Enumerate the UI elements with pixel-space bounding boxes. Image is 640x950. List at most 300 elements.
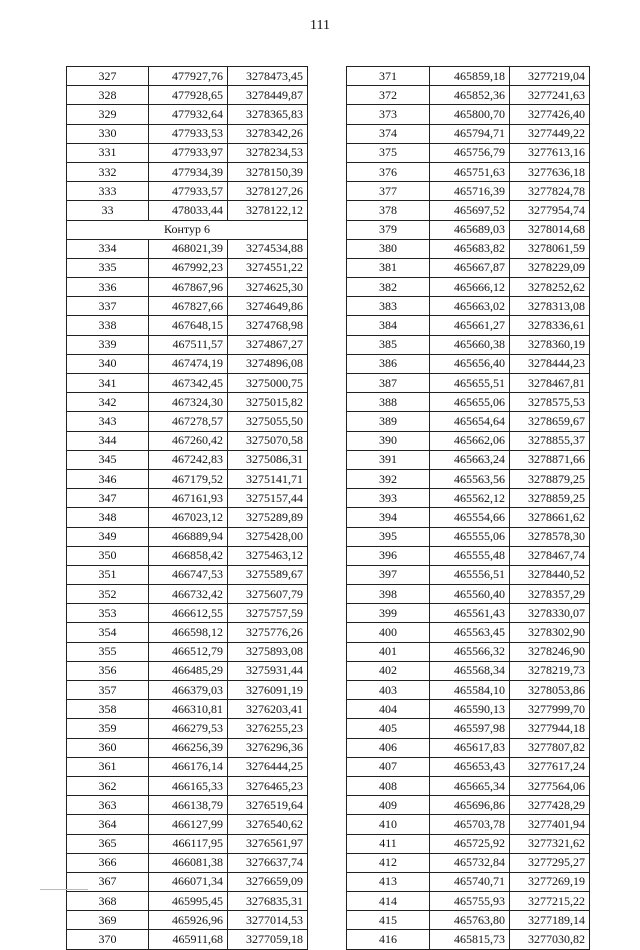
y-coordinate-cell: 3278219,73 <box>510 661 590 680</box>
y-coordinate-cell: 3278127,26 <box>228 182 308 201</box>
x-coordinate-cell: 465563,56 <box>430 469 510 488</box>
point-number-cell: 335 <box>67 258 149 277</box>
coordinate-row <box>67 911 308 930</box>
y-coordinate-cell: 3277613,16 <box>510 143 590 162</box>
point-number-cell: 369 <box>67 911 149 930</box>
y-coordinate-cell: 3278440,52 <box>510 565 590 584</box>
x-coordinate-cell: 466310,81 <box>149 700 228 719</box>
point-number-cell: 361 <box>67 757 149 776</box>
coordinate-row <box>347 469 590 488</box>
point-number-cell: 336 <box>67 278 149 297</box>
x-coordinate-cell: 465725,92 <box>430 834 510 853</box>
y-coordinate-cell: 3274534,88 <box>228 239 308 258</box>
coordinate-row <box>67 565 308 584</box>
x-coordinate-cell: 465995,45 <box>149 892 228 911</box>
y-coordinate-cell: 3275931,44 <box>228 661 308 680</box>
x-coordinate-cell: 466858,42 <box>149 546 228 565</box>
y-coordinate-cell: 3274649,86 <box>228 297 308 316</box>
x-coordinate-cell: 467648,15 <box>149 316 228 335</box>
y-coordinate-cell: 3278859,25 <box>510 489 590 508</box>
point-number-cell: 383 <box>347 297 430 316</box>
x-coordinate-cell: 466127,99 <box>149 815 228 834</box>
x-coordinate-cell: 465683,82 <box>430 239 510 258</box>
x-coordinate-cell: 465656,40 <box>430 354 510 373</box>
x-coordinate-cell: 467474,19 <box>149 354 228 373</box>
x-coordinate-cell: 465667,87 <box>430 258 510 277</box>
point-number-cell: 400 <box>347 623 430 642</box>
point-number-cell: 407 <box>347 757 430 776</box>
coordinate-row <box>347 681 590 700</box>
x-coordinate-cell: 465794,71 <box>430 124 510 143</box>
y-coordinate-cell: 3275157,44 <box>228 489 308 508</box>
coordinate-row <box>347 67 590 86</box>
y-coordinate-cell: 3278313,08 <box>510 297 590 316</box>
y-coordinate-cell: 3277449,22 <box>510 124 590 143</box>
y-coordinate-cell: 3277617,24 <box>510 757 590 776</box>
coordinate-row <box>347 623 590 642</box>
point-number-cell: 333 <box>67 182 149 201</box>
x-coordinate-cell: 467992,23 <box>149 258 228 277</box>
coordinate-row <box>347 661 590 680</box>
coordinate-row <box>67 853 308 872</box>
x-coordinate-cell: 465562,12 <box>430 489 510 508</box>
x-coordinate-cell: 465655,06 <box>430 393 510 412</box>
x-coordinate-cell: 465590,13 <box>430 700 510 719</box>
point-number-cell: 399 <box>347 604 430 623</box>
x-coordinate-cell: 465756,79 <box>430 143 510 162</box>
y-coordinate-cell: 3277954,74 <box>510 201 590 220</box>
coordinate-row <box>347 853 590 872</box>
coordinate-row <box>67 124 308 143</box>
coordinate-row <box>347 201 590 220</box>
y-coordinate-cell: 3275428,00 <box>228 527 308 546</box>
point-number-cell: 33 <box>67 201 149 220</box>
x-coordinate-cell: 477932,64 <box>149 105 228 124</box>
y-coordinate-cell: 3278578,30 <box>510 527 590 546</box>
point-number-cell: 354 <box>67 623 149 642</box>
y-coordinate-cell: 3278336,61 <box>510 316 590 335</box>
y-coordinate-cell: 3275000,75 <box>228 374 308 393</box>
point-number-cell: 346 <box>67 469 149 488</box>
coordinate-row <box>347 412 590 431</box>
x-coordinate-cell: 465661,27 <box>430 316 510 335</box>
coordinate-row <box>67 623 308 642</box>
x-coordinate-cell: 465653,43 <box>430 757 510 776</box>
coordinate-row <box>347 565 590 584</box>
coordinate-row <box>347 431 590 450</box>
x-coordinate-cell: 467324,30 <box>149 393 228 412</box>
x-coordinate-cell: 477927,76 <box>149 67 228 86</box>
point-number-cell: 396 <box>347 546 430 565</box>
coordinate-row <box>347 930 590 949</box>
coordinate-row <box>347 278 590 297</box>
x-coordinate-cell: 467278,57 <box>149 412 228 431</box>
coordinate-row <box>67 201 308 220</box>
x-coordinate-cell: 465654,64 <box>430 412 510 431</box>
coordinate-row <box>67 681 308 700</box>
coordinate-row <box>67 239 308 258</box>
point-number-cell: 362 <box>67 776 149 795</box>
coordinate-row <box>67 354 308 373</box>
x-coordinate-cell: 465815,73 <box>430 930 510 949</box>
point-number-cell: 404 <box>347 700 430 719</box>
coordinate-row <box>67 719 308 738</box>
point-number-cell: 391 <box>347 450 430 469</box>
point-number-cell: 344 <box>67 431 149 450</box>
x-coordinate-cell: 465740,71 <box>430 872 510 891</box>
point-number-cell: 365 <box>67 834 149 853</box>
point-number-cell: 352 <box>67 585 149 604</box>
coordinate-row <box>347 757 590 776</box>
y-coordinate-cell: 3276561,97 <box>228 834 308 853</box>
x-coordinate-cell: 465666,12 <box>430 278 510 297</box>
coordinate-row <box>347 124 590 143</box>
y-coordinate-cell: 3278229,09 <box>510 258 590 277</box>
coordinate-row <box>67 546 308 565</box>
point-number-cell: 347 <box>67 489 149 508</box>
x-coordinate-cell: 465563,45 <box>430 623 510 642</box>
point-number-cell: 367 <box>67 872 149 891</box>
point-number-cell: 372 <box>347 86 430 105</box>
coordinate-row <box>347 86 590 105</box>
y-coordinate-cell: 3278467,81 <box>510 374 590 393</box>
x-coordinate-cell: 465568,34 <box>430 661 510 680</box>
x-coordinate-cell: 466138,79 <box>149 796 228 815</box>
x-coordinate-cell: 465751,63 <box>430 162 510 181</box>
coordinate-row <box>67 335 308 354</box>
y-coordinate-cell: 3277241,63 <box>510 86 590 105</box>
point-number-cell: 351 <box>67 565 149 584</box>
y-coordinate-cell: 3278061,59 <box>510 239 590 258</box>
point-number-cell: 405 <box>347 719 430 738</box>
point-number-cell: 388 <box>347 393 430 412</box>
y-coordinate-cell: 3278014,68 <box>510 220 590 239</box>
y-coordinate-cell: 3276296,36 <box>228 738 308 757</box>
coordinate-row <box>347 354 590 373</box>
x-coordinate-cell: 465716,39 <box>430 182 510 201</box>
coordinate-row <box>347 316 590 335</box>
y-coordinate-cell: 3276519,64 <box>228 796 308 815</box>
y-coordinate-cell: 3275289,89 <box>228 508 308 527</box>
point-number-cell: 359 <box>67 719 149 738</box>
coordinate-row <box>67 642 308 661</box>
point-number-cell: 378 <box>347 201 430 220</box>
coordinate-row <box>67 393 308 412</box>
coordinate-row <box>67 930 308 949</box>
point-number-cell: 393 <box>347 489 430 508</box>
y-coordinate-cell: 3277999,70 <box>510 700 590 719</box>
point-number-cell: 397 <box>347 565 430 584</box>
point-number-cell: 331 <box>67 143 149 162</box>
coordinate-row <box>347 815 590 834</box>
coordinate-row <box>347 700 590 719</box>
y-coordinate-cell: 3278330,07 <box>510 604 590 623</box>
coordinate-row <box>67 258 308 277</box>
y-coordinate-cell: 3278246,90 <box>510 642 590 661</box>
x-coordinate-cell: 465560,40 <box>430 585 510 604</box>
coordinate-row <box>347 143 590 162</box>
point-number-cell: 341 <box>67 374 149 393</box>
y-coordinate-cell: 3277426,40 <box>510 105 590 124</box>
y-coordinate-cell: 3278365,83 <box>228 105 308 124</box>
x-coordinate-cell: 466256,39 <box>149 738 228 757</box>
coordinate-row <box>67 316 308 335</box>
point-number-cell: 370 <box>67 930 149 949</box>
point-number-cell: 360 <box>67 738 149 757</box>
x-coordinate-cell: 467511,57 <box>149 335 228 354</box>
point-number-cell: 363 <box>67 796 149 815</box>
point-number-cell: 390 <box>347 431 430 450</box>
x-coordinate-cell: 465732,84 <box>430 853 510 872</box>
y-coordinate-cell: 3274551,22 <box>228 258 308 277</box>
coordinate-row <box>347 872 590 891</box>
y-coordinate-cell: 3277014,53 <box>228 911 308 930</box>
x-coordinate-cell: 465555,48 <box>430 546 510 565</box>
point-number-cell: 384 <box>347 316 430 335</box>
coordinate-row <box>347 335 590 354</box>
x-coordinate-cell: 465755,93 <box>430 892 510 911</box>
y-coordinate-cell: 3278467,74 <box>510 546 590 565</box>
x-coordinate-cell: 466512,79 <box>149 642 228 661</box>
point-number-cell: 375 <box>347 143 430 162</box>
coordinate-row <box>67 757 308 776</box>
y-coordinate-cell: 3278302,90 <box>510 623 590 642</box>
x-coordinate-cell: 465697,52 <box>430 201 510 220</box>
y-coordinate-cell: 3276637,74 <box>228 853 308 872</box>
y-coordinate-cell: 3277030,82 <box>510 930 590 949</box>
page-number: 111 <box>310 18 330 33</box>
y-coordinate-cell: 3277807,82 <box>510 738 590 757</box>
coordinate-row <box>347 258 590 277</box>
coordinate-row <box>347 911 590 930</box>
y-coordinate-cell: 3277189,14 <box>510 911 590 930</box>
point-number-cell: 382 <box>347 278 430 297</box>
x-coordinate-cell: 466732,42 <box>149 585 228 604</box>
y-coordinate-cell: 3278871,66 <box>510 450 590 469</box>
y-coordinate-cell: 3276540,62 <box>228 815 308 834</box>
x-coordinate-cell: 465689,03 <box>430 220 510 239</box>
y-coordinate-cell: 3275893,08 <box>228 642 308 661</box>
x-coordinate-cell: 466612,55 <box>149 604 228 623</box>
x-coordinate-cell: 465859,18 <box>430 67 510 86</box>
point-number-cell: 394 <box>347 508 430 527</box>
x-coordinate-cell: 465617,83 <box>430 738 510 757</box>
y-coordinate-cell: 3278357,29 <box>510 585 590 604</box>
coordinate-row <box>347 450 590 469</box>
y-coordinate-cell: 3278855,37 <box>510 431 590 450</box>
x-coordinate-cell: 465926,96 <box>149 911 228 930</box>
coordinate-row <box>67 162 308 181</box>
y-coordinate-cell: 3277564,06 <box>510 776 590 795</box>
y-coordinate-cell: 3276203,41 <box>228 700 308 719</box>
coordinate-row <box>347 604 590 623</box>
coordinate-row <box>347 585 590 604</box>
y-coordinate-cell: 3278473,45 <box>228 67 308 86</box>
x-coordinate-cell: 467161,93 <box>149 489 228 508</box>
y-coordinate-cell: 3277944,18 <box>510 719 590 738</box>
y-coordinate-cell: 3275070,58 <box>228 431 308 450</box>
coordinate-row <box>67 412 308 431</box>
y-coordinate-cell: 3275607,79 <box>228 585 308 604</box>
point-number-cell: 398 <box>347 585 430 604</box>
point-number-cell: 342 <box>67 393 149 412</box>
y-coordinate-cell: 3278661,62 <box>510 508 590 527</box>
x-coordinate-cell: 466485,29 <box>149 661 228 680</box>
x-coordinate-cell: 467179,52 <box>149 469 228 488</box>
y-coordinate-cell: 3277295,27 <box>510 853 590 872</box>
x-coordinate-cell: 465663,02 <box>430 297 510 316</box>
point-number-cell: 386 <box>347 354 430 373</box>
point-number-cell: 412 <box>347 853 430 872</box>
coordinate-row <box>347 374 590 393</box>
coordinate-row <box>347 220 590 239</box>
point-number-cell: 350 <box>67 546 149 565</box>
point-number-cell: 355 <box>67 642 149 661</box>
y-coordinate-cell: 3278150,39 <box>228 162 308 181</box>
y-coordinate-cell: 3277636,18 <box>510 162 590 181</box>
point-number-cell: 389 <box>347 412 430 431</box>
y-coordinate-cell: 3276835,31 <box>228 892 308 911</box>
x-coordinate-cell: 465597,98 <box>430 719 510 738</box>
y-coordinate-cell: 3278053,86 <box>510 681 590 700</box>
y-coordinate-cell: 3276659,09 <box>228 872 308 891</box>
coordinate-row <box>67 450 308 469</box>
y-coordinate-cell: 3276444,25 <box>228 757 308 776</box>
coordinate-row <box>347 393 590 412</box>
point-number-cell: 327 <box>67 67 149 86</box>
point-number-cell: 377 <box>347 182 430 201</box>
point-number-cell: 415 <box>347 911 430 930</box>
coordinate-row <box>67 297 308 316</box>
coordinate-row <box>347 834 590 853</box>
y-coordinate-cell: 3277219,04 <box>510 67 590 86</box>
x-coordinate-cell: 465584,10 <box>430 681 510 700</box>
coordinates-table-right <box>346 66 590 950</box>
point-number-cell: 376 <box>347 162 430 181</box>
y-coordinate-cell: 3278575,53 <box>510 393 590 412</box>
coordinate-row <box>67 815 308 834</box>
point-number-cell: 387 <box>347 374 430 393</box>
y-coordinate-cell: 3275776,26 <box>228 623 308 642</box>
coordinate-row <box>67 489 308 508</box>
point-number-cell: 416 <box>347 930 430 949</box>
point-number-cell: 340 <box>67 354 149 373</box>
coordinate-row <box>67 278 308 297</box>
x-coordinate-cell: 466747,53 <box>149 565 228 584</box>
coordinate-row <box>67 86 308 105</box>
y-coordinate-cell: 3276465,23 <box>228 776 308 795</box>
x-coordinate-cell: 466117,95 <box>149 834 228 853</box>
x-coordinate-cell: 466889,94 <box>149 527 228 546</box>
coordinate-row <box>67 892 308 911</box>
point-number-cell: 366 <box>67 853 149 872</box>
point-number-cell: 403 <box>347 681 430 700</box>
coordinate-row <box>67 661 308 680</box>
x-coordinate-cell: 477933,53 <box>149 124 228 143</box>
y-coordinate-cell: 3277321,62 <box>510 834 590 853</box>
point-number-cell: 379 <box>347 220 430 239</box>
point-number-cell: 345 <box>67 450 149 469</box>
coordinate-row <box>347 297 590 316</box>
point-number-cell: 343 <box>67 412 149 431</box>
coordinate-row <box>67 700 308 719</box>
coordinate-row <box>347 546 590 565</box>
point-number-cell: 364 <box>67 815 149 834</box>
y-coordinate-cell: 3277215,22 <box>510 892 590 911</box>
y-coordinate-cell: 3275015,82 <box>228 393 308 412</box>
coordinate-row <box>347 162 590 181</box>
y-coordinate-cell: 3275141,71 <box>228 469 308 488</box>
x-coordinate-cell: 465663,24 <box>430 450 510 469</box>
x-coordinate-cell: 477934,39 <box>149 162 228 181</box>
point-number-cell: 395 <box>347 527 430 546</box>
x-coordinate-cell: 465911,68 <box>149 930 228 949</box>
point-number-cell: 368 <box>67 892 149 911</box>
point-number-cell: 328 <box>67 86 149 105</box>
point-number-cell: 380 <box>347 239 430 258</box>
point-number-cell: 348 <box>67 508 149 527</box>
point-number-cell: 330 <box>67 124 149 143</box>
x-coordinate-cell: 467260,42 <box>149 431 228 450</box>
coordinate-row <box>67 508 308 527</box>
x-coordinate-cell: 467827,66 <box>149 297 228 316</box>
point-number-cell: 338 <box>67 316 149 335</box>
y-coordinate-cell: 3278659,67 <box>510 412 590 431</box>
point-number-cell: 410 <box>347 815 430 834</box>
coordinate-row <box>67 67 308 86</box>
point-number-cell: 374 <box>347 124 430 143</box>
x-coordinate-cell: 466598,12 <box>149 623 228 642</box>
y-coordinate-cell: 3277428,29 <box>510 796 590 815</box>
coordinate-row <box>67 469 308 488</box>
y-coordinate-cell: 3277059,18 <box>228 930 308 949</box>
y-coordinate-cell: 3276091,19 <box>228 681 308 700</box>
point-number-cell: 349 <box>67 527 149 546</box>
coordinate-row <box>347 738 590 757</box>
y-coordinate-cell: 3275589,67 <box>228 565 308 584</box>
y-coordinate-cell: 3278444,23 <box>510 354 590 373</box>
page-bottom-rule <box>40 889 88 890</box>
point-number-cell: 353 <box>67 604 149 623</box>
coordinate-row <box>67 738 308 757</box>
point-number-cell: 332 <box>67 162 149 181</box>
point-number-cell: 373 <box>347 105 430 124</box>
y-coordinate-cell: 3274768,98 <box>228 316 308 335</box>
contour-heading-row <box>67 220 308 239</box>
point-number-cell: 409 <box>347 796 430 815</box>
point-number-cell: 329 <box>67 105 149 124</box>
x-coordinate-cell: 467867,96 <box>149 278 228 297</box>
coordinate-row <box>347 796 590 815</box>
x-coordinate-cell: 477933,97 <box>149 143 228 162</box>
y-coordinate-cell: 3274625,30 <box>228 278 308 297</box>
x-coordinate-cell: 465561,43 <box>430 604 510 623</box>
y-coordinate-cell: 3278122,12 <box>228 201 308 220</box>
coordinates-table-left <box>66 66 308 950</box>
coordinate-row <box>67 872 308 891</box>
point-number-cell: 339 <box>67 335 149 354</box>
x-coordinate-cell: 467242,83 <box>149 450 228 469</box>
coordinate-row <box>67 431 308 450</box>
x-coordinate-cell: 466071,34 <box>149 872 228 891</box>
coordinate-row <box>347 776 590 795</box>
x-coordinate-cell: 477928,65 <box>149 86 228 105</box>
x-coordinate-cell: 465703,78 <box>430 815 510 834</box>
x-coordinate-cell: 467023,12 <box>149 508 228 527</box>
point-number-cell: 402 <box>347 661 430 680</box>
x-coordinate-cell: 465555,06 <box>430 527 510 546</box>
y-coordinate-cell: 3275055,50 <box>228 412 308 431</box>
